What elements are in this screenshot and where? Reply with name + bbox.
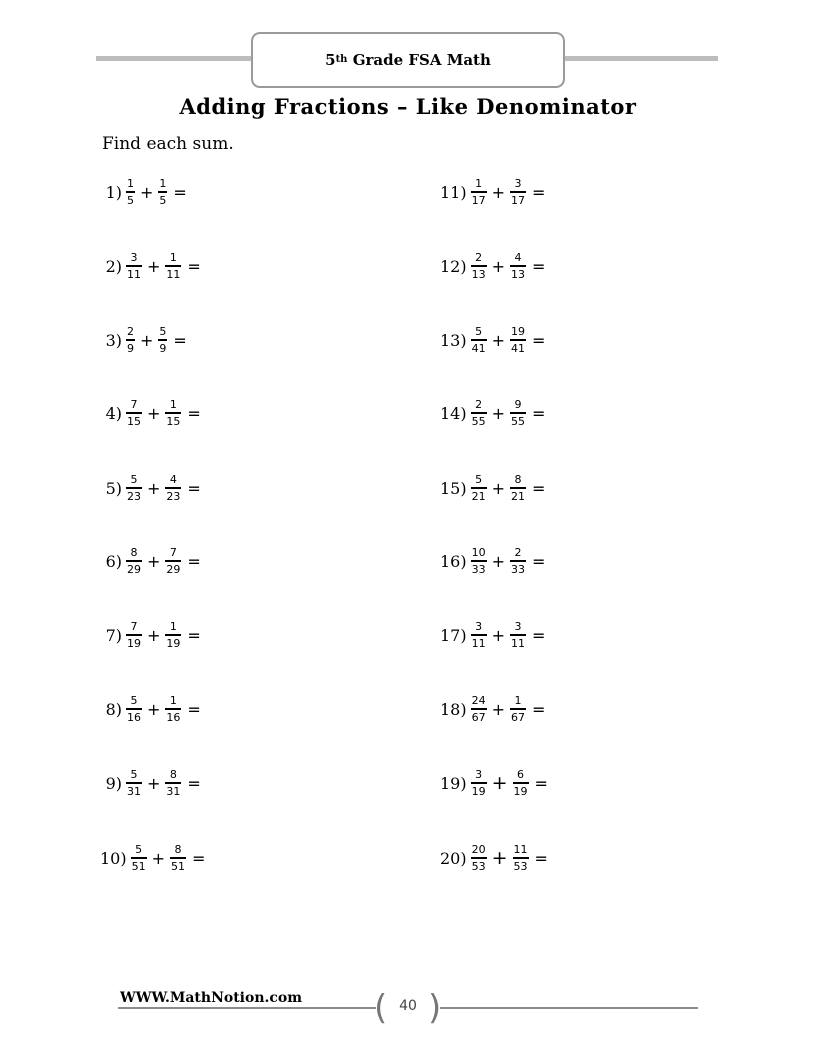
first-fraction [471,398,487,427]
denominator: 13 [471,267,486,281]
second-fraction [513,768,529,797]
denominator: 53 [513,859,528,873]
equals-sign: = [532,625,546,645]
plus-sign: + [491,699,506,719]
second-fraction [510,694,526,723]
problem-number: 20) [440,848,467,868]
equals-sign: = [532,330,546,350]
problem-number: 8) [105,699,122,719]
denominator: 16 [127,710,141,724]
numerator: 2 [475,398,483,412]
denominator: 67 [471,710,486,724]
problem-number: 2) [105,256,122,276]
left-bracket-icon: ( [374,988,388,1028]
denominator: 31 [166,784,181,798]
problem-item [100,838,205,878]
numerator: 3 [475,620,483,634]
plus-sign: + [491,772,508,794]
first-fraction [471,251,487,280]
denominator: 67 [511,710,526,724]
numerator: 2 [475,251,483,265]
equals-sign: = [192,848,206,868]
header-title: Grade FSA Math [352,51,491,69]
denominator: 33 [511,562,526,576]
problem-number: 11) [440,182,467,202]
plus-sign: + [491,256,506,276]
problem-number: 15) [440,478,467,498]
numerator: 1 [169,694,177,708]
second-fraction [510,251,526,280]
page-title: Adding Fractions – Like Denominator [179,94,637,119]
numerator: 19 [511,325,526,339]
second-fraction [165,694,181,723]
second-fraction [510,546,526,575]
equals-sign: = [187,625,201,645]
denominator: 29 [166,562,181,576]
problem-item [440,468,545,508]
problem-item [440,838,548,878]
denominator: 11 [511,636,526,650]
first-fraction [126,177,135,206]
numerator: 8 [169,768,177,782]
second-fraction [165,620,181,649]
first-fraction [126,620,142,649]
numerator: 3 [514,177,522,191]
problem-number: 18) [440,699,467,719]
problem-item [440,541,545,581]
footer-rule-left [118,1007,376,1009]
equals-sign: = [532,182,546,202]
denominator: 21 [471,489,486,503]
plus-sign: + [140,330,154,350]
denominator: 11 [471,636,486,650]
second-fraction [510,325,526,354]
denominator: 17 [471,193,486,207]
plus-sign: + [491,478,506,498]
numerator: 8 [130,546,138,560]
problem-item [100,541,201,581]
equals-sign: = [534,848,548,868]
problem-number: 16) [440,551,467,571]
numerator: 5 [475,473,483,487]
equals-sign: = [187,256,201,276]
problem-number: 13) [440,330,467,350]
second-fraction [510,398,526,427]
denominator: 19 [471,784,486,798]
first-fraction [126,325,135,354]
numerator: 1 [514,694,522,708]
header-box: 5 th Grade FSA Math [251,32,565,88]
plus-sign: + [151,848,166,868]
denominator: 41 [511,341,526,355]
instructions: Find each sum. [102,134,234,154]
denominator: 55 [471,414,486,428]
numerator: 24 [471,694,486,708]
equals-sign: = [187,478,201,498]
problem-item [440,763,548,803]
denominator: 11 [127,267,141,281]
problem-item [100,172,187,212]
denominator: 15 [166,414,181,428]
denominator: 11 [166,267,181,281]
numerator: 2 [127,325,134,339]
second-fraction [510,177,526,206]
equals-sign: = [187,773,201,793]
denominator: 9 [159,341,167,355]
first-fraction [126,251,142,280]
problem-number: 12) [440,256,467,276]
problem-number: 1) [105,182,122,202]
denominator: 33 [471,562,486,576]
denominator: 16 [166,710,181,724]
right-bracket-icon: ) [428,988,442,1028]
equals-sign: = [187,403,201,423]
equals-sign: = [532,256,546,276]
denominator: 17 [511,193,526,207]
numerator: 3 [475,768,483,782]
numerator: 7 [169,546,177,560]
denominator: 19 [166,636,181,650]
first-fraction [131,843,147,872]
plus-sign: + [491,847,508,869]
denominator: 13 [511,267,526,281]
numerator: 11 [513,843,528,857]
second-fraction [165,251,181,280]
second-fraction [170,843,186,872]
plus-sign: + [147,625,161,645]
equals-sign: = [532,403,546,423]
first-fraction [471,473,487,502]
plus-sign: + [491,330,506,350]
equals-sign: = [534,773,548,793]
problem-item [100,615,201,655]
plus-sign: + [491,182,506,202]
equals-sign: = [532,551,546,571]
numerator: 6 [517,768,525,782]
second-fraction [165,473,181,502]
first-fraction [126,546,142,575]
equals-sign: = [532,699,546,719]
problem-item [440,172,545,212]
second-fraction [158,325,167,354]
first-fraction [471,620,487,649]
problem-number: 4) [105,403,122,423]
problem-item [440,615,545,655]
denominator: 23 [166,489,181,503]
numerator: 4 [514,251,522,265]
plus-sign: + [147,551,161,571]
equals-sign: = [532,478,546,498]
problem-item [100,246,201,286]
first-fraction [471,768,487,797]
problem-number: 6) [105,551,122,571]
denominator: 51 [131,859,146,873]
second-fraction [510,473,526,502]
numerator: 3 [514,620,522,634]
denominator: 55 [511,414,526,428]
problem-item [100,763,201,803]
numerator: 9 [514,398,522,412]
denominator: 31 [127,784,141,798]
denominator: 21 [511,489,526,503]
first-fraction [126,398,142,427]
denominator: 23 [127,489,141,503]
plus-sign: + [491,625,506,645]
second-fraction [510,620,526,649]
page-number: 40 [399,998,417,1014]
plus-sign: + [147,773,161,793]
numerator: 1 [169,620,177,634]
problem-item [440,689,545,729]
first-fraction [471,843,487,872]
plus-sign: + [140,182,154,202]
problem-item [440,393,545,433]
equals-sign: = [173,182,187,202]
problem-item [440,246,545,286]
plus-sign: + [147,699,161,719]
numerator: 1 [127,177,134,191]
numerator: 5 [130,473,138,487]
plus-sign: + [147,256,161,276]
equals-sign: = [173,330,187,350]
problem-item [100,393,201,433]
numerator: 2 [514,546,522,560]
first-fraction [471,546,487,575]
plus-sign: + [147,478,161,498]
numerator: 8 [514,473,522,487]
denominator: 51 [171,859,186,873]
problem-number: 9) [105,773,122,793]
problem-item [440,320,545,360]
numerator: 3 [130,251,138,265]
denominator: 19 [127,636,141,650]
footer-website: WWW.MathNotion.com [120,990,303,1006]
first-fraction [471,694,487,723]
numerator: 5 [130,694,138,708]
problem-number: 14) [440,403,467,423]
plus-sign: + [491,551,506,571]
numerator: 1 [169,398,177,412]
problem-number: 17) [440,625,467,645]
denominator: 5 [159,193,167,207]
second-fraction [158,177,167,206]
problem-item [100,689,201,729]
second-fraction [165,768,181,797]
numerator: 7 [130,620,138,634]
second-fraction [165,546,181,575]
numerator: 10 [471,546,486,560]
numerator: 1 [159,177,167,191]
denominator: 41 [471,341,486,355]
second-fraction [165,398,181,427]
numerator: 5 [135,843,143,857]
numerator: 4 [169,473,177,487]
problem-item [100,468,201,508]
problem-number: 10) [100,848,127,868]
problem-number: 3) [105,330,122,350]
header-grade-number: 5 [325,51,336,69]
first-fraction [471,177,487,206]
first-fraction [126,768,142,797]
equals-sign: = [187,699,201,719]
numerator: 20 [471,843,486,857]
first-fraction [126,473,142,502]
numerator: 1 [169,251,177,265]
footer-rule-right [440,1007,698,1009]
problem-number: 7) [105,625,122,645]
problem-number: 5) [105,478,122,498]
plus-sign: + [491,403,506,423]
numerator: 8 [174,843,182,857]
denominator: 5 [127,193,134,207]
numerator: 5 [475,325,483,339]
numerator: 5 [130,768,138,782]
numerator: 7 [130,398,138,412]
numerator: 5 [159,325,167,339]
denominator: 19 [513,784,528,798]
numerator: 1 [475,177,483,191]
denominator: 15 [127,414,141,428]
problem-item [100,320,187,360]
problem-number: 19) [440,773,467,793]
denominator: 53 [471,859,486,873]
equals-sign: = [187,551,201,571]
first-fraction [471,325,487,354]
denominator: 9 [127,341,134,355]
second-fraction [513,843,529,872]
denominator: 29 [127,562,141,576]
first-fraction [126,694,142,723]
plus-sign: + [147,403,161,423]
